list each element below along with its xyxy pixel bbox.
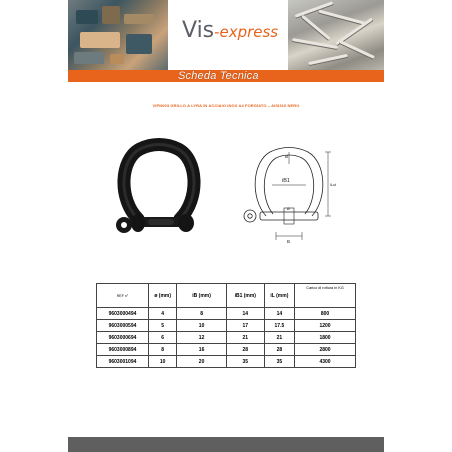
- cell-ref: 9603000694: [97, 332, 149, 344]
- cell-breaking-load: 800: [295, 308, 356, 320]
- banner-title: Scheda Tecnica: [178, 70, 259, 82]
- brand-logo: [182, 18, 278, 43]
- cell-breaking-load: 4300: [295, 356, 356, 368]
- cell-ib1: 28: [226, 344, 264, 356]
- cell-breaking-load: 1200: [295, 320, 356, 332]
- cell-ib1: 14: [226, 308, 264, 320]
- cell-ib1: 21: [226, 332, 264, 344]
- cell-ib: 20: [177, 356, 226, 368]
- cell-diameter: 10: [149, 356, 177, 368]
- specs-table: [96, 283, 356, 368]
- cell-ref: 9603000494: [97, 308, 149, 320]
- cell-diameter: 4: [149, 308, 177, 320]
- table-row: [97, 308, 356, 320]
- header: [68, 0, 384, 70]
- datasheet-page: [68, 0, 384, 452]
- footer-bar: [68, 437, 384, 452]
- brand-suffix: express: [219, 23, 279, 41]
- col-ib: iB (mm): [177, 284, 226, 308]
- cell-diameter: 8: [149, 344, 177, 356]
- col-breaking-load: Carico di rottura in KG: [295, 284, 356, 308]
- label-length: iLui: [330, 182, 337, 187]
- col-il: iL (mm): [264, 284, 294, 308]
- cell-ref: 9603000594: [97, 320, 149, 332]
- table-row: [97, 332, 356, 344]
- table-row: [97, 356, 356, 368]
- cell-il: 21: [264, 332, 294, 344]
- cell-breaking-load: 1800: [295, 332, 356, 344]
- cell-ib1: 35: [226, 356, 264, 368]
- header-photo-workshop: [68, 0, 168, 70]
- cell-ref: 9603000894: [97, 344, 149, 356]
- cell-il: 14: [264, 308, 294, 320]
- cell-ib: 12: [177, 332, 226, 344]
- cell-ib: 16: [177, 344, 226, 356]
- table-row: [97, 344, 356, 356]
- table-row: [97, 320, 356, 332]
- table-header-row: [97, 284, 356, 308]
- shackle-photo: [108, 137, 208, 247]
- cell-ref: 9603001094: [97, 356, 149, 368]
- logo-area: [168, 0, 288, 70]
- col-ib1: iB1 (mm): [226, 284, 264, 308]
- title-band: [68, 70, 384, 82]
- cell-il: 28: [264, 344, 294, 356]
- brand-separator: -: [214, 24, 220, 41]
- cell-ib: 8: [177, 308, 226, 320]
- cell-breaking-load: 2800: [295, 344, 356, 356]
- shackle-technical-drawing: [238, 138, 348, 248]
- col-ref: REF n°: [97, 284, 149, 308]
- product-title: VIPN003 GRILLO A LYRA IN ACCIAIO INOX A4 FORGIATO – AISI316 NERO: [152, 103, 300, 108]
- brand-name: Vis: [182, 18, 215, 43]
- cell-diameter: 5: [149, 320, 177, 332]
- label-diameter-pin: ø: [287, 206, 290, 211]
- label-diameter-top: ø: [285, 154, 289, 160]
- cell-ib: 10: [177, 320, 226, 332]
- cell-ib1: 17: [226, 320, 264, 332]
- label-b: B: [287, 239, 291, 244]
- cell-diameter: 6: [149, 332, 177, 344]
- label-inner-width: iB1: [282, 178, 290, 184]
- cell-il: 17.5: [264, 320, 294, 332]
- cell-il: 35: [264, 356, 294, 368]
- col-diameter: ø (mm): [149, 284, 177, 308]
- header-photo-screws: [288, 0, 384, 70]
